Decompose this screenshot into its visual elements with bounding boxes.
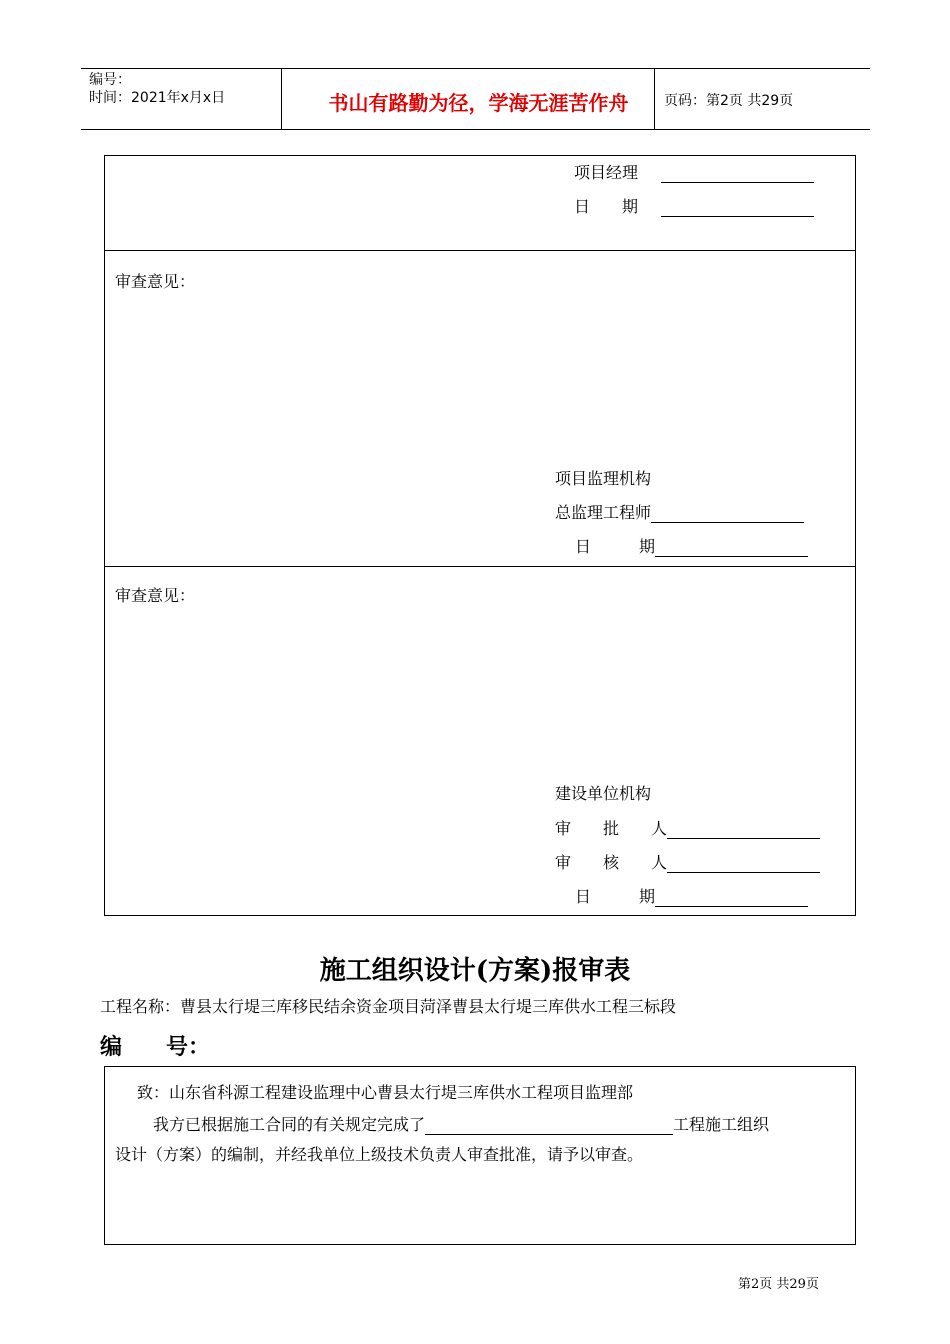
owner-date-line[interactable]	[655, 890, 808, 907]
header-meta	[89, 71, 225, 107]
submission-body-line2: 设计（方案）的编制，并经我单位上级技术负责人审查批准，请予以审查。	[115, 1145, 644, 1164]
approver-line[interactable]	[667, 822, 820, 839]
owner-org-label: 建设单位机构	[555, 784, 652, 803]
header-page-info: 页码：第2页 共29页	[664, 93, 794, 109]
manager-date-line[interactable]	[661, 200, 814, 217]
manager-label: 项目经理	[574, 163, 639, 182]
submission-body-line1	[153, 1112, 769, 1135]
supervision-opinion-label: 审查意见：	[115, 272, 196, 291]
addressee-line: 致：山东省科源工程建设监理中心曹县太行堤三库供水工程项目监理部	[137, 1083, 634, 1102]
owner-date-row	[575, 884, 808, 907]
supervision-date-row	[575, 534, 808, 557]
manager-signature-line[interactable]	[661, 166, 814, 183]
manager-section	[104, 155, 856, 251]
body-part2: 工程施工组织	[673, 1115, 770, 1134]
manager-date-label: 日 期	[574, 197, 639, 216]
chief-engineer-label: 总监理工程师	[555, 503, 652, 522]
project-blank-line[interactable]	[425, 1118, 673, 1135]
supervision-review-section	[104, 250, 856, 567]
page-footer: 第2页 共29页	[738, 1277, 819, 1292]
serial-label: 编号：	[89, 72, 131, 88]
manager-row	[574, 160, 814, 183]
reviewer-line[interactable]	[667, 856, 820, 873]
manager-date-row	[574, 194, 814, 217]
reviewer-label: 审 核 人	[555, 853, 668, 872]
chief-engineer-row	[555, 500, 804, 523]
page-header	[81, 68, 870, 130]
body-part1: 我方已根据施工合同的有关规定完成了	[153, 1115, 426, 1134]
header-motto: 书山有路勤为径，学海无涯苦作舟	[328, 91, 629, 115]
header-divider	[281, 69, 282, 129]
owner-review-section	[104, 566, 856, 916]
supervision-date-line[interactable]	[655, 540, 808, 557]
approver-label: 审 批 人	[555, 819, 668, 838]
reviewer-row	[555, 850, 820, 873]
approver-row	[555, 816, 820, 839]
supervision-org-label: 项目监理机构	[555, 469, 652, 488]
form-number-label: 编 号：	[100, 1035, 211, 1060]
time-label: 时间：2021年x月x日	[89, 90, 226, 106]
submission-section	[104, 1066, 856, 1245]
supervision-date-label: 日 期	[575, 537, 656, 556]
owner-date-label: 日 期	[575, 887, 656, 906]
owner-opinion-label: 审查意见：	[115, 586, 196, 605]
chief-engineer-line[interactable]	[651, 506, 804, 523]
form-title: 施工组织设计(方案)报审表	[319, 956, 631, 986]
project-name: 工程名称：曹县太行堤三库移民结余资金项目菏泽曹县太行堤三库供水工程三标段	[100, 997, 677, 1016]
